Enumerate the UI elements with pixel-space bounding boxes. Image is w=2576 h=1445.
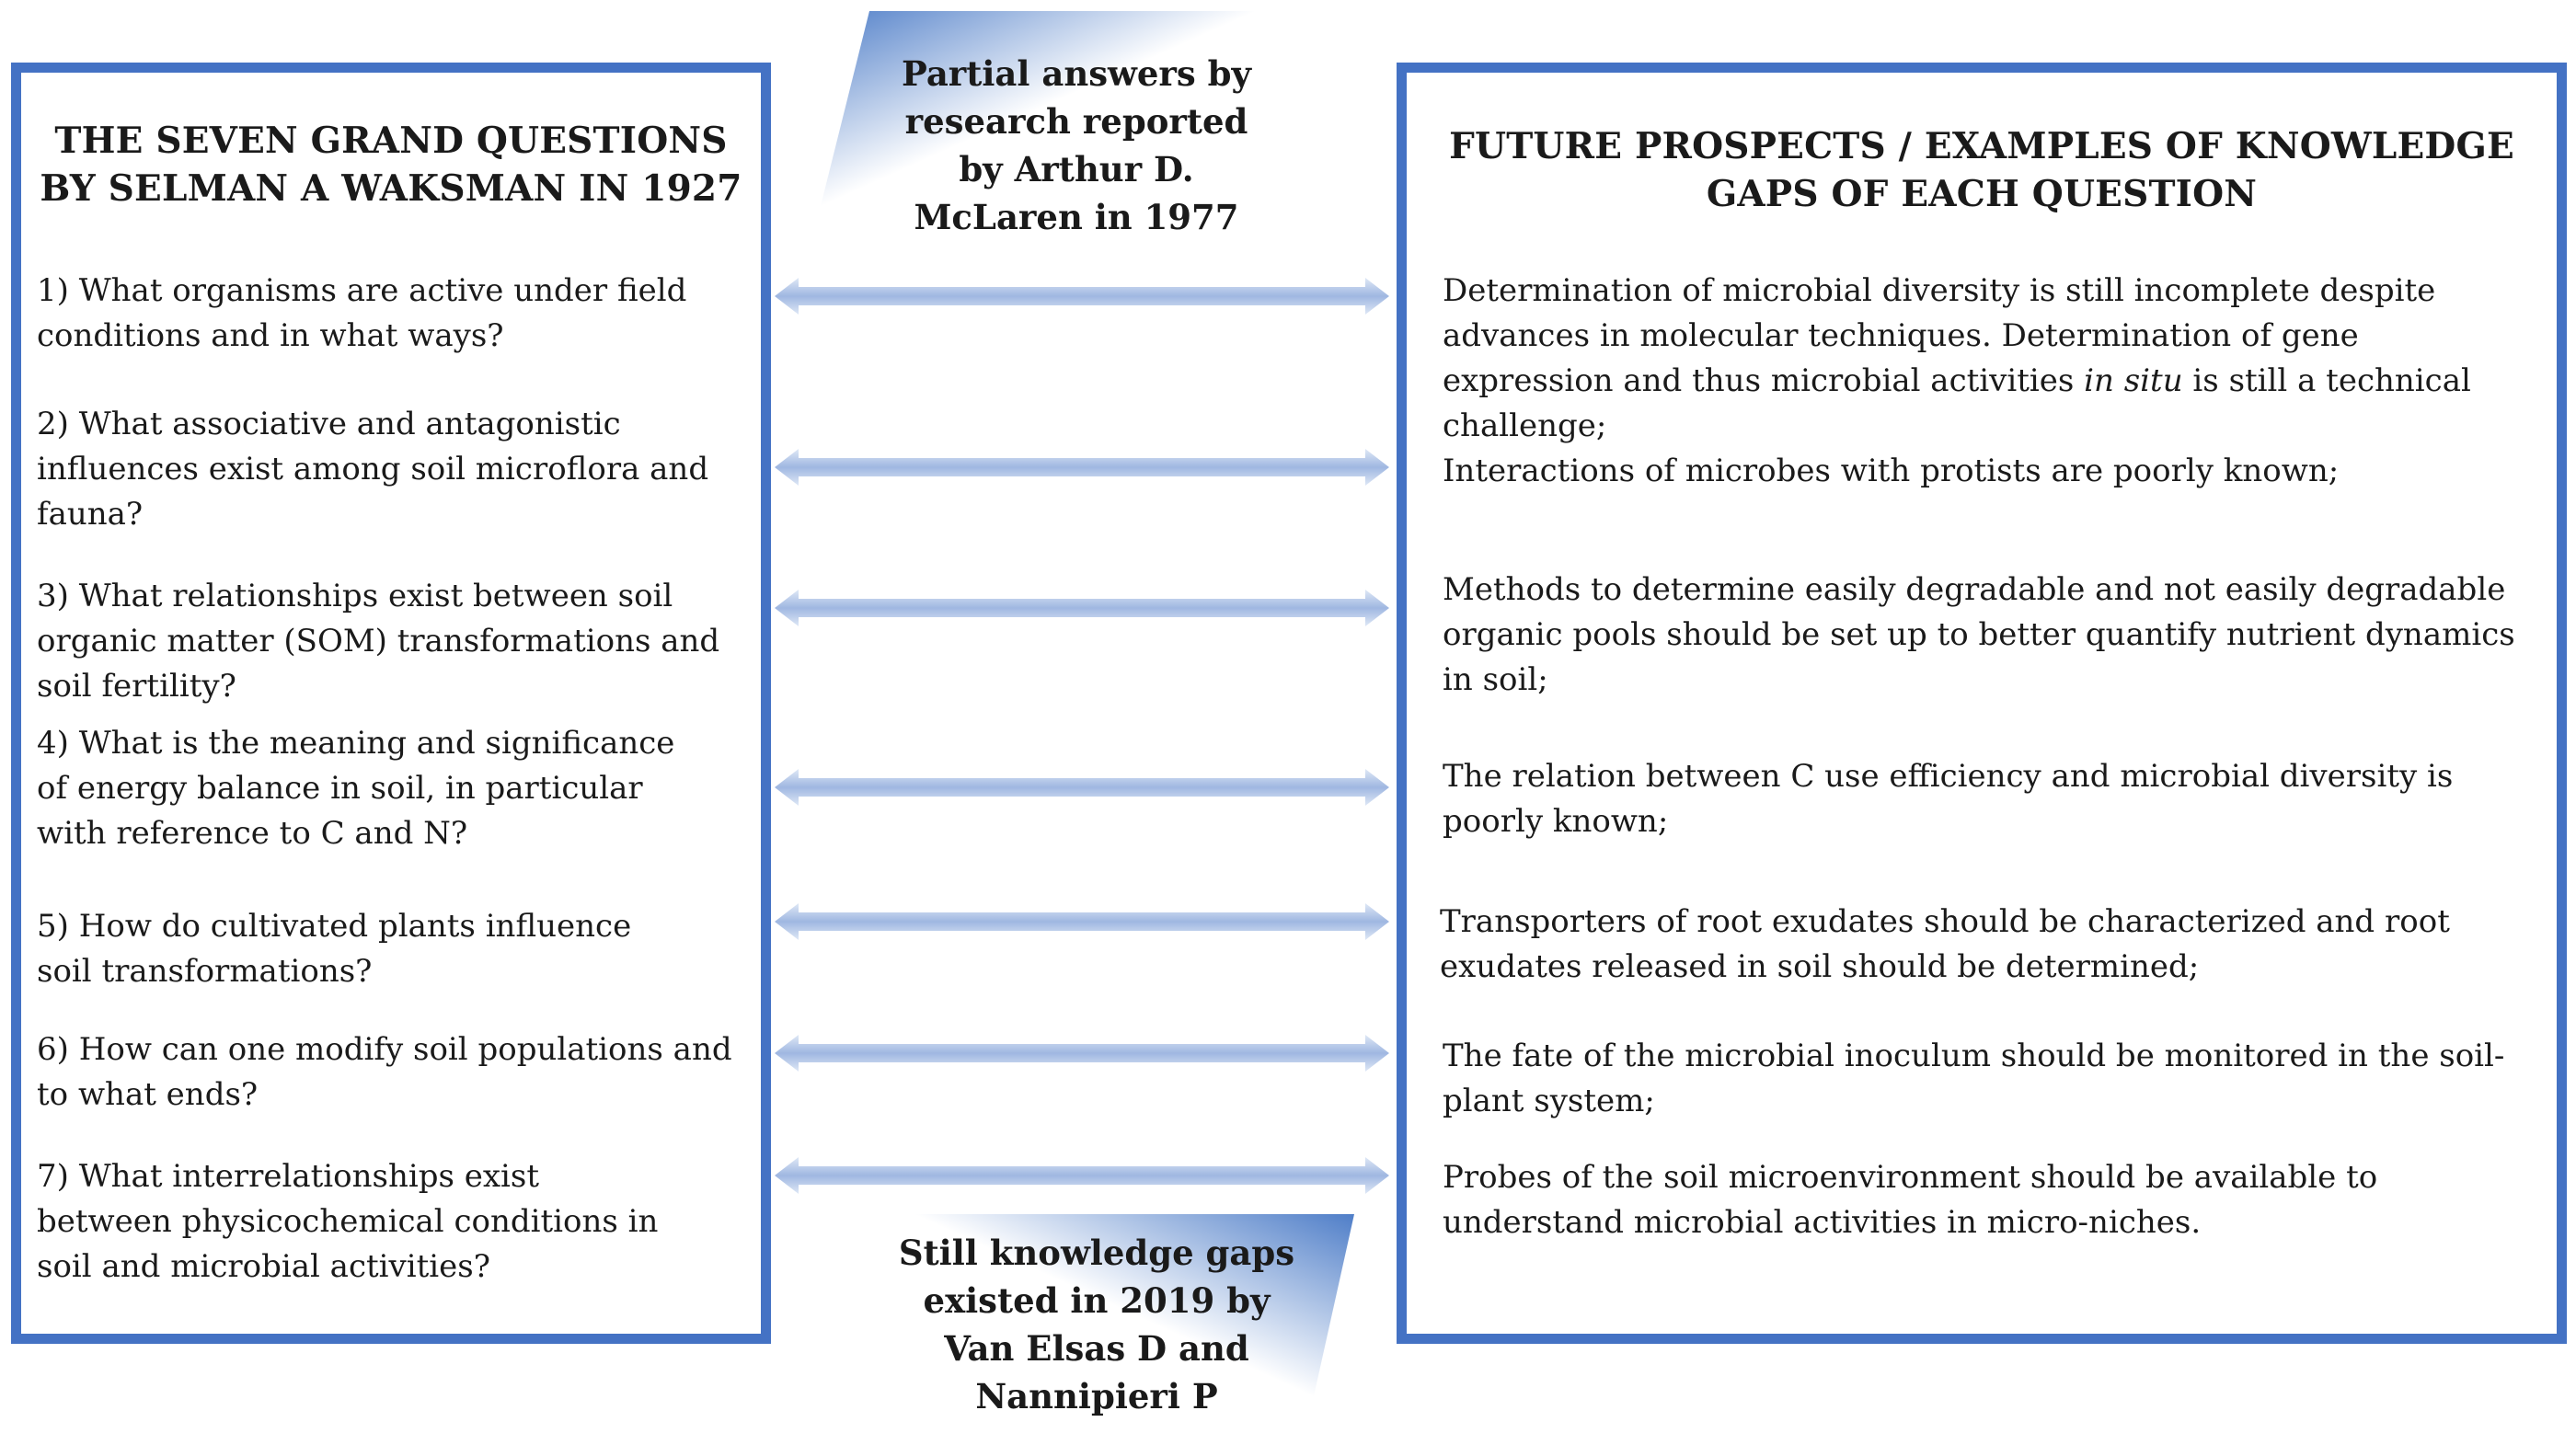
- gap-1-text-a: Determination of microbial diversity is still incomplete despite advances in molecular techniques. Determination of gene expression and thus microbial activities: [1443, 272, 2436, 399]
- connector-arrow-3: [775, 590, 1389, 626]
- gap-5: Transporters of root exudates should be characterized and root exudates released in soil should be determined;: [1440, 903, 2450, 985]
- connector-arrow-4: [775, 769, 1389, 806]
- connector-arrow-1: [775, 278, 1389, 315]
- gap-6: The fate of the microbial inoculum should be monitored in the soil-plant system;: [1443, 1038, 2505, 1119]
- connector-arrow-6: [775, 1035, 1389, 1072]
- gap-3: Methods to determine easily degradable and not easily degradable organic pools should be set up to better quantify nutrient dynamics in soil;: [1443, 571, 2515, 698]
- gap-1-italic: in situ: [2084, 362, 2183, 399]
- question-5: 5) How do cultivated plants influence soil transformations?: [37, 908, 632, 990]
- question-3: 3) What relationships exist between soil organic matter (SOM) transformations and soil fertility?: [37, 578, 720, 705]
- gap-1: [1443, 269, 2537, 449]
- bottom-callout-text: Still knowledge gaps existed in 2019 by Van Elsas D and Nannipieri P: [898, 1233, 1295, 1416]
- top-callout-text: Partial answers by research reported by Arthur D. McLaren in 1977: [901, 53, 1252, 237]
- gap-4: The relation between C use efficiency and microbial diversity is poorly known;: [1443, 758, 2454, 840]
- connector-arrow-2: [775, 449, 1389, 486]
- connector-arrow-7: [775, 1157, 1389, 1194]
- connector-arrow-5: [775, 903, 1389, 940]
- question-6: 6) How can one modify soil populations and to what ends?: [37, 1031, 732, 1113]
- gap-1-text-b: is still a technical challenge;: [1443, 362, 2471, 444]
- gap-2: Interactions of microbes with protists are poorly known;: [1443, 453, 2340, 489]
- grand-questions-title: THE SEVEN GRAND QUESTIONS BY SELMAN A WAKSMAN IN 1927: [40, 120, 742, 210]
- knowledge-gaps-title: FUTURE PROSPECTS / EXAMPLES OF KNOWLEDGE GAPS OF EACH QUESTION: [1449, 125, 2514, 215]
- question-7: 7) What interrelationships exist between physicochemical conditions in soil and microbial activities?: [37, 1158, 659, 1285]
- knowledge-gaps-panel: [1397, 63, 2567, 1344]
- gap-7: Probes of the soil microenvironment should be available to understand microbial activities in micro-niches.: [1443, 1159, 2378, 1241]
- question-2: 2) What associative and antagonistic influences exist among soil microflora and fauna?: [37, 406, 709, 533]
- question-1: 1) What organisms are active under field conditions and in what ways?: [37, 272, 687, 354]
- question-4: 4) What is the meaning and significance of energy balance in soil, in particular with reference to C and N?: [37, 725, 675, 852]
